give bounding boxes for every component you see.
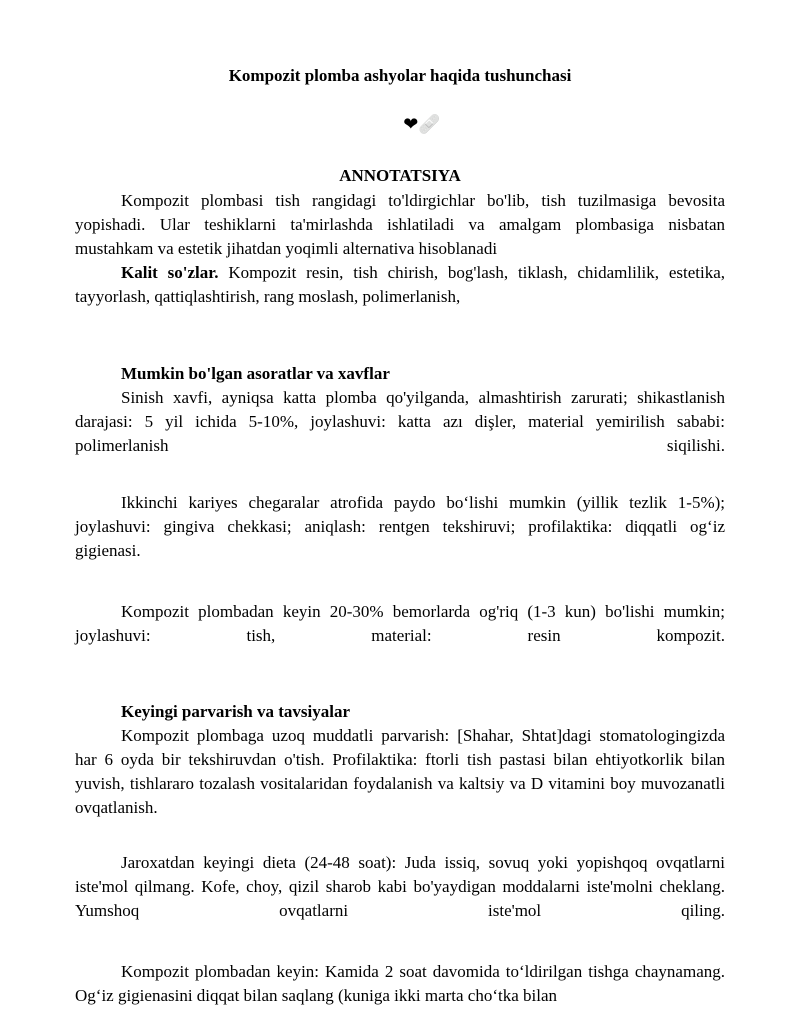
annotation-section: [75, 189, 725, 309]
risks-heading: Mumkin bo'lgan asoratlar va xavflar: [121, 364, 390, 383]
risks-paragraph-2-block: [75, 491, 725, 563]
annotation-heading: ANNOTATSIYA: [339, 166, 461, 185]
risks-paragraph-3: Kompozit plombadan keyin 20-30% bemorlarda og'riq (1-3 kun) bo'lishi mumkin; joylashuvi: tish, material: resin kompozit.: [75, 602, 725, 645]
care-paragraph-2: Jaroxatdan keyingi dieta (24-48 soat): Juda issiq, sovuq yoki yopishqoq ovqatlarni iste'mol qilmang. Kofe, choy, qizil sharob kabi bo'yaydigan moddalarni iste'molni cheklang. Yumshoq ovqatlarni iste'mol qiling.: [75, 853, 725, 920]
care-section: [75, 700, 725, 820]
risks-paragraph-3-block: [75, 600, 725, 648]
care-paragraph-1: Kompozit plombaga uzoq muddatli parvarish: [Shahar, Shtat]dagi stomatologingizda har 6 oyda bir tekshiruvdan o'tish. Profilaktika: ftorli tish pastasi bilan ehtiyotkorlik bilan yuvish, tishlararo tozalash vositalaridan foydalanish va kaltsiy va D vitamini boy muvozanatli ovqatlanish.: [75, 726, 725, 817]
care-heading: Keyingi parvarish va tavsiyalar: [121, 702, 351, 721]
keywords-text: Kompozit resin, tish chirish, bog'lash, tiklash, chidamlilik, estetika, tayyorlash, qattiqlashtirish, rang moslash, polimerlanish,: [75, 263, 725, 306]
document-title: Kompozit plomba ashyolar haqida tushunchasi: [228, 66, 572, 85]
risks-paragraph-2: Ikkinchi kariyes chegaralar atrofida paydo bo‘lishi mumkin (yillik tezlik 1-5%); joylashuvi: gingiva chekkasi; aniqlash: rentgen tekshiruvi; profilaktika: diqqatli og‘iz gigienasi.: [75, 493, 725, 560]
keywords-paragraph: [75, 261, 725, 309]
care-paragraph-3-block: [75, 960, 725, 1008]
risks-section: [75, 362, 725, 458]
risks-paragraph-1: Sinish xavfi, ayniqsa katta plomba qo'yilganda, almashtirish zarurati; shikastlanish darajasi: 5 yil ichida 5-10%, joylashuvi: katta azı dişler, material yemirilish sababi: polimerlanish siqilishi.: [75, 388, 725, 455]
care-paragraph-3: Kompozit plombadan keyin: Kamida 2 soat davomida to‘ldirilgan tishga chaynamang. Og‘iz gigienasini diqqat bilan saqlang (kuniga ikki marta cho‘tka bilan: [75, 962, 725, 1005]
keywords-label: Kalit so'zlar.: [121, 263, 219, 282]
care-paragraph-2-block: [75, 851, 725, 923]
annotation-text: Kompozit plombasi tish rangidagi to'ldirgichlar bo'lib, tish tuzilmasiga bevosita yopishadi. Ular teshiklarni ta'mirlashda ishlatiladi va amalgam plombasiga nisbatan mustahkam va estetik jihatdan yoqimli alternativa hisoblanadi: [75, 191, 725, 258]
heart-bandage-icon: ❤🩹: [403, 114, 441, 135]
